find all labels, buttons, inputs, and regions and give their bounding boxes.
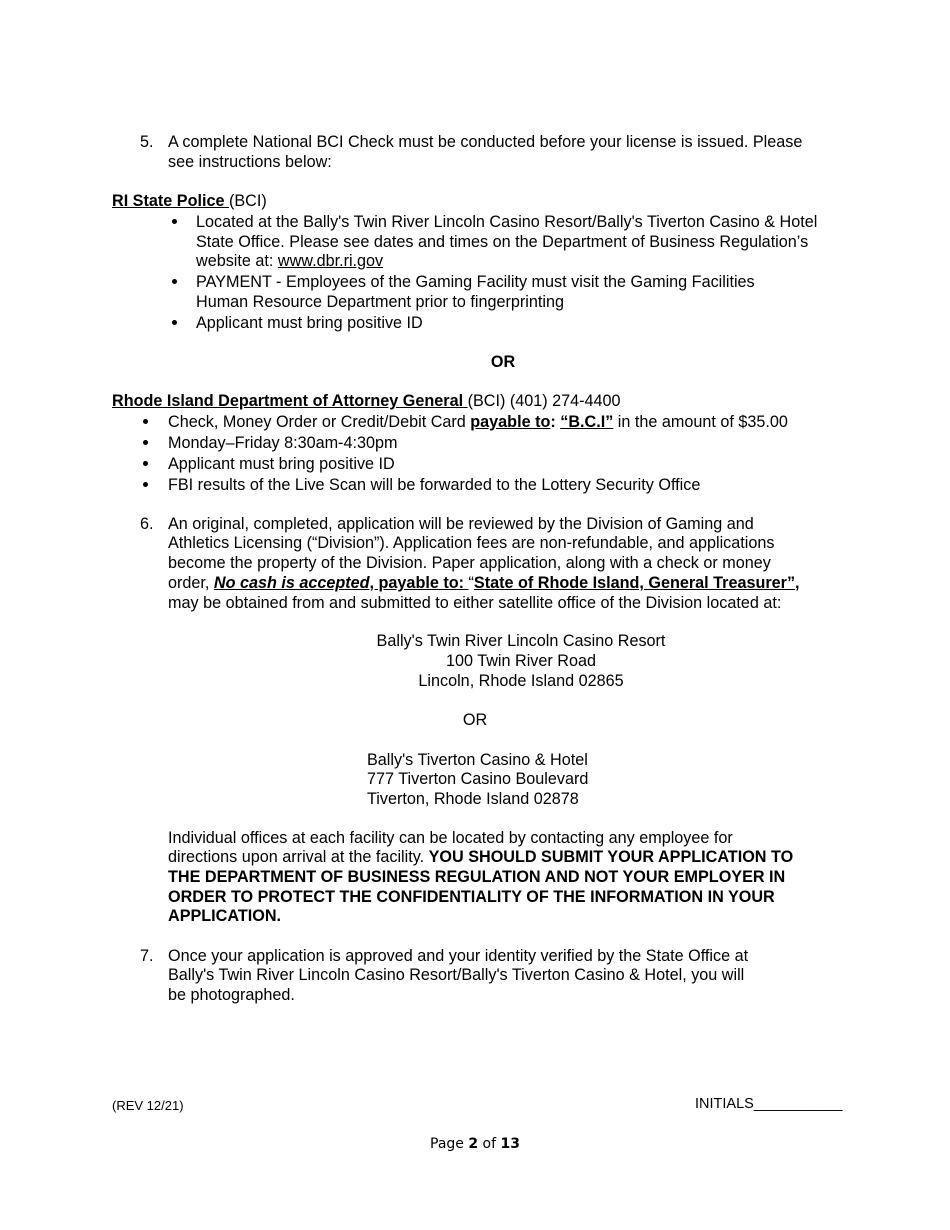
bullet-text: Located at the Bally's Twin River Lincoln Casino Resort/Bally's Tiverton Casino & Hotel	[196, 213, 818, 231]
office1-city: Lincoln, Rhode Island 02865	[418, 672, 624, 690]
office2-name: Bally's Tiverton Casino & Hotel	[367, 751, 588, 769]
bullet-text: Applicant must bring positive ID	[196, 314, 423, 332]
item5-line: A complete National BCI Check must be conducted before your license is issued. Please	[168, 133, 803, 151]
bullet-text: PAYMENT - Employees of the Gaming Facility must visit the Gaming Facilities	[196, 273, 755, 291]
item6-line: become the property of the Division. Paper application, along with a check or money	[168, 554, 771, 572]
bullet-icon	[172, 279, 177, 284]
bullet-icon	[143, 440, 148, 445]
bullet-text: Human Resource Department prior to fingerprinting	[196, 293, 564, 311]
bullet-icon	[172, 219, 177, 224]
ri-state-police-heading: RI State Police (BCI)	[112, 192, 267, 210]
bullet-text: Applicant must bring positive ID	[168, 455, 395, 473]
bullet-icon	[143, 461, 148, 466]
bullet-text: Check, Money Order or Credit/Debit Card payable to: “B.C.I” in the amount of $35.00	[168, 413, 788, 431]
bullet-text: FBI results of the Live Scan will be forwarded to the Lottery Security Office	[168, 476, 701, 494]
bullet-icon	[143, 482, 148, 487]
dbr-website-link[interactable]: www.dbr.ri.gov	[277, 252, 384, 270]
item6-line: Athletics Licensing (“Division”). Application fees are non-refundable, and applications	[168, 534, 775, 552]
note-line: THE DEPARTMENT OF BUSINESS REGULATION AND NOT YOUR EMPLOYER IN	[168, 868, 786, 886]
item-number: 7.	[140, 947, 154, 965]
item6-line: An original, completed, application will be reviewed by the Division of Gaming and	[168, 515, 754, 533]
bullet-icon	[143, 419, 148, 424]
item-number: 6.	[140, 515, 154, 533]
office1-name: Bally's Twin River Lincoln Casino Resort	[376, 632, 666, 650]
bullet-text: Monday–Friday 8:30am-4:30pm	[168, 434, 398, 452]
revision-label: (REV 12/21)	[112, 1098, 184, 1113]
or-separator: OR	[462, 711, 488, 729]
office2-street: 777 Tiverton Casino Boulevard	[367, 770, 589, 788]
office2-city: Tiverton, Rhode Island 02878	[367, 790, 579, 808]
note-line: APPLICATION.	[168, 907, 282, 925]
note-line: ORDER TO PROTECT THE CONFIDENTIALITY OF THE INFORMATION IN YOUR	[168, 888, 775, 906]
note-line: Individual offices at each facility can be located by contacting any employee for	[168, 829, 733, 847]
item6-line: may be obtained from and submitted to either satellite office of the Division located at:	[168, 594, 782, 612]
item-number: 5.	[140, 133, 154, 151]
bullet-text: website at: www.dbr.ri.gov	[196, 252, 384, 270]
item6-line: order, No cash is accepted, payable to: “State of Rhode Island, General Treasurer”,	[168, 574, 800, 592]
bullet-icon	[172, 320, 177, 325]
item7-line: be photographed.	[168, 986, 295, 1004]
item7-line: Bally's Twin River Lincoln Casino Resort/Bally's Tiverton Casino & Hotel, you will	[168, 966, 745, 984]
item5-line: see instructions below:	[168, 153, 332, 171]
attorney-general-heading: Rhode Island Department of Attorney General (BCI) (401) 274-4400	[112, 392, 621, 410]
item7-line: Once your application is approved and your identity verified by the State Office at	[168, 947, 749, 965]
page-number: Page 2 of 13	[430, 1136, 520, 1152]
initials-field[interactable]: INITIALS___________	[695, 1096, 843, 1112]
note-line: directions upon arrival at the facility. YOU SHOULD SUBMIT YOUR APPLICATION TO	[168, 848, 794, 866]
office1-street: 100 Twin River Road	[446, 652, 596, 670]
bullet-text: State Office. Please see dates and times on the Department of Business Regulation’s	[196, 233, 809, 251]
or-separator: OR	[490, 353, 516, 371]
